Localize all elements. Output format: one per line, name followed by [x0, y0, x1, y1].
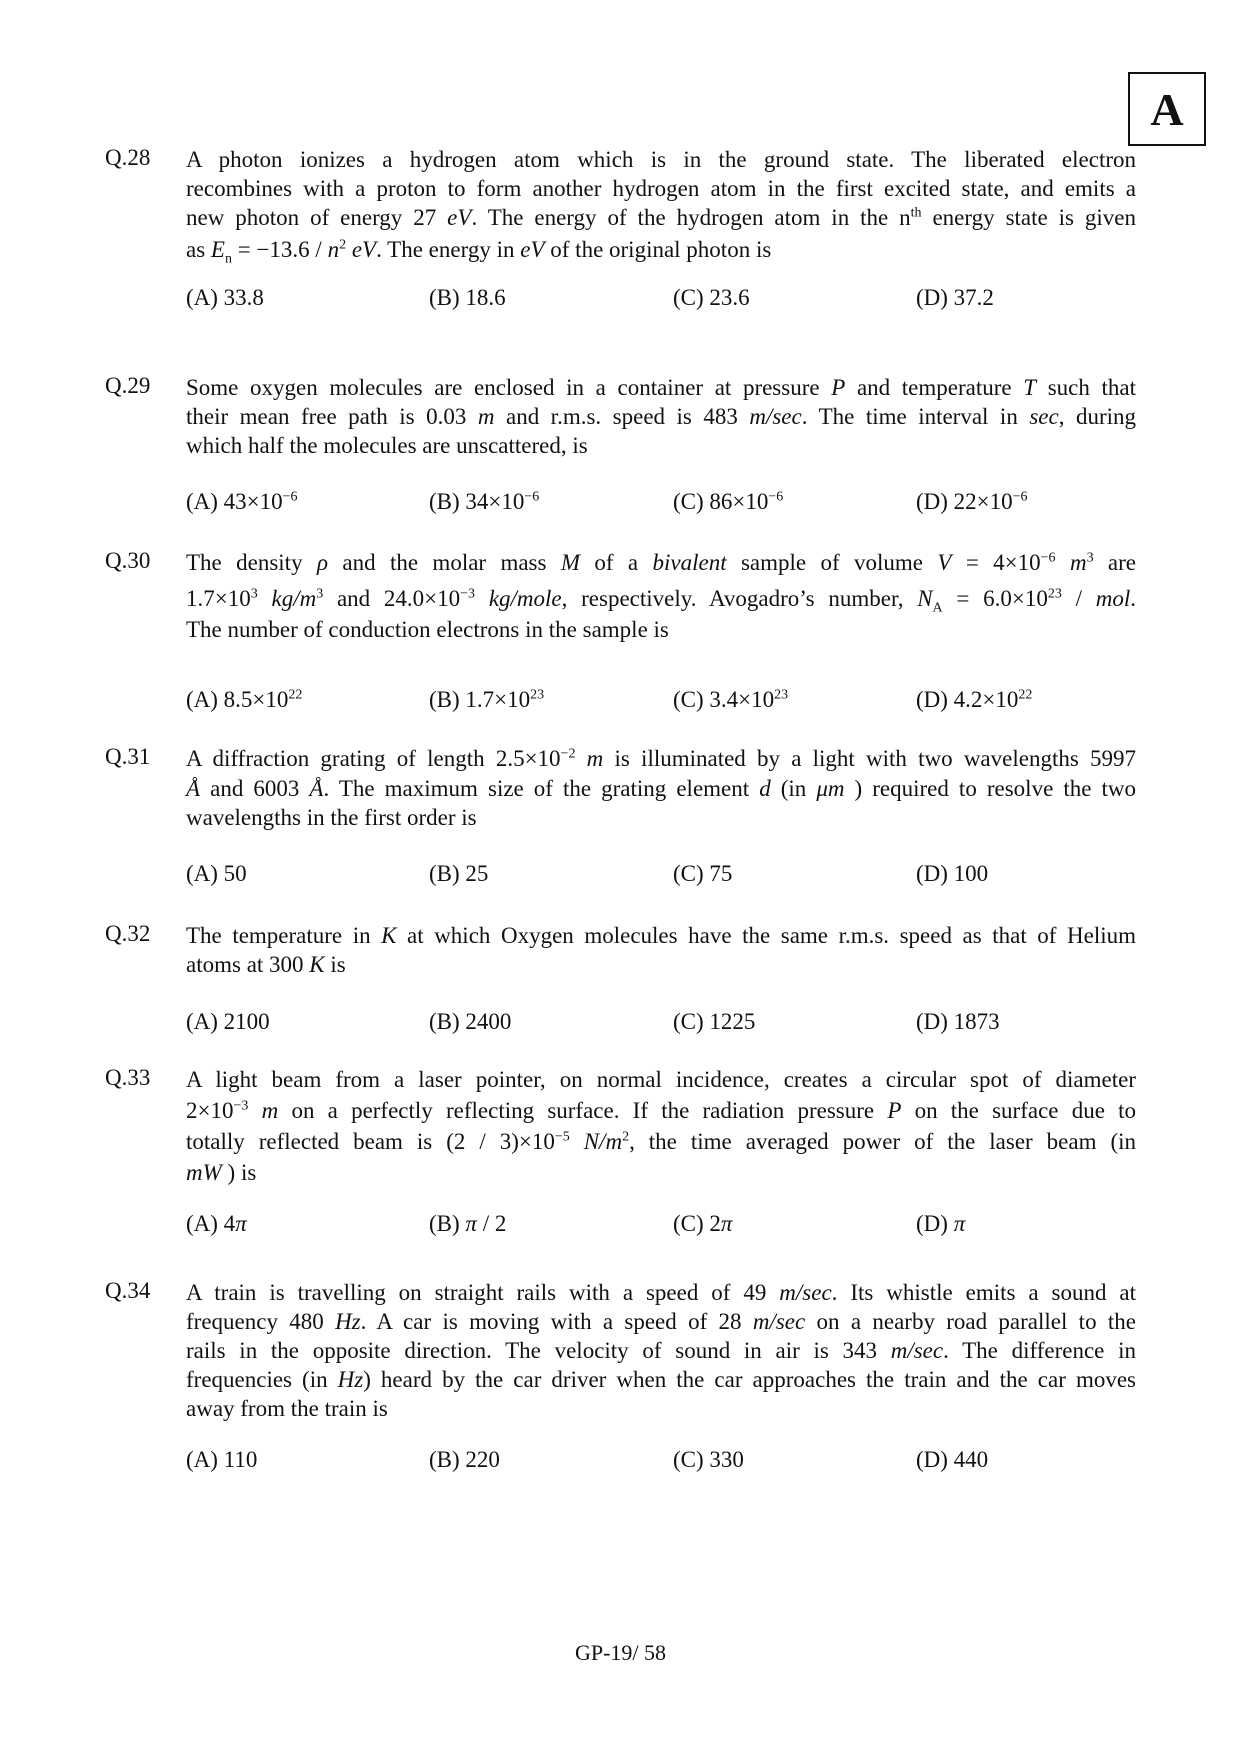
question-text-line: The number of conduction electrons in the sample is [186, 617, 669, 642]
answer-options [186, 687, 1136, 717]
answer-options [186, 1447, 1136, 1477]
superscript: 2 [622, 1129, 630, 1145]
question-text-line: The temperature in K at which Oxygen molecules have the same r.m.s. speed as that of Helium [186, 923, 1136, 948]
italic-symbol: m/sec [890, 1338, 944, 1363]
italic-symbol: T [1023, 375, 1037, 400]
italic-symbol: mW [186, 1160, 222, 1185]
answer-options [186, 861, 1136, 891]
italic-symbol: m [261, 1098, 279, 1123]
italic-symbol: π [720, 1211, 733, 1236]
superscript: −6 [1040, 550, 1056, 566]
question-set-label: A [1128, 72, 1206, 146]
question-text-line: away from the train is [186, 1396, 388, 1421]
answer-option-a: (A) $43\times 10^{-6}$ [186, 489, 298, 514]
answer-option-d: (D) 100 [916, 861, 989, 886]
superscript: 3 [316, 586, 324, 602]
superscript: −6 [524, 489, 540, 505]
answer-option-b: (B) $1.7\times 10^{23}$ [429, 687, 545, 712]
italic-symbol: E [210, 237, 225, 262]
answer-option-a: (A) 110 [186, 1447, 258, 1472]
question-text-line: Some oxygen molecules are enclosed in a container at pressure P and temperature T such that [186, 375, 1136, 400]
answer-option-d: (D) 440 [916, 1447, 989, 1472]
italic-symbol: K [309, 952, 325, 977]
question-text-line: recombines with a proton to form another hydrogen atom in the first excited state, and emits a [186, 176, 1136, 201]
answer-option-c: (C) 23.6 [673, 285, 750, 310]
italic-symbol: Hz [335, 1309, 361, 1334]
answer-option-d: (D) $22\times 10^{-6}$ [916, 489, 1028, 514]
answer-option-c: (C) 1225 [673, 1009, 756, 1034]
italic-symbol: m/sec [779, 1280, 832, 1305]
italic-symbol: M [560, 550, 580, 575]
answer-option-c: (C) $86\times 10^{-6}$ [673, 489, 784, 514]
answer-option-a: (A) 50 [186, 861, 247, 886]
italic-symbol: m [477, 404, 495, 429]
superscript: 3 [1086, 550, 1094, 566]
answer-options [186, 285, 1136, 315]
answer-option-a: (A) 2100 [186, 1009, 270, 1034]
superscript: 22 [1018, 687, 1033, 703]
subscript: n [224, 251, 232, 267]
italic-symbol: V [937, 550, 952, 575]
italic-symbol: K [381, 923, 397, 948]
superscript: 23 [530, 687, 545, 703]
answer-option-b: (B) $34\times 10^{-6}$ [429, 489, 540, 514]
italic-symbol: π [953, 1211, 966, 1236]
question-number: Q.32 [105, 921, 151, 946]
question-text-line: frequency 480 Hz. A car is moving with a speed of 28 m/sec on a nearby road parallel to the [186, 1309, 1136, 1334]
italic-symbol: m/sec [749, 404, 802, 429]
question-number: Q.30 [105, 548, 151, 573]
question-text-line: totally reflected beam is $(2 / 3)\times 10^{-5}$ $N/m^2$, the time averaged power of the laser beam (in [186, 1129, 1137, 1154]
italic-symbol: π [235, 1211, 247, 1236]
italic-symbol: m/sec [752, 1309, 806, 1334]
question-number: Q.28 [105, 145, 151, 170]
italic-symbol: π [465, 1211, 477, 1236]
answer-option-b: (B) 18.6 [429, 285, 506, 310]
superscript: −3 [233, 1098, 249, 1114]
italic-symbol: eV [447, 205, 472, 230]
answer-options [186, 1009, 1136, 1039]
question-number: Q.29 [105, 373, 151, 398]
superscript: −5 [554, 1129, 570, 1145]
question-text-line: which half the molecules are unscattered, is [186, 433, 588, 458]
italic-symbol: Hz [337, 1367, 364, 1392]
question-text-line: wavelengths in the first order is [186, 805, 477, 830]
answer-option-c: (C) 2π [673, 1211, 733, 1236]
italic-symbol: sec [1029, 404, 1059, 429]
answer-option-b: (B) 220 [429, 1447, 500, 1472]
superscript: 23 [1047, 586, 1062, 602]
question-text-line: rails in the opposite direction. The velocity of sound in air is 343 m/sec. The difference in [186, 1338, 1136, 1363]
question-text-line: A light beam from a laser pointer, on normal incidence, creates a circular spot of diameter [186, 1067, 1136, 1092]
superscript: 23 [774, 687, 789, 703]
italic-symbol: bivalent [652, 550, 727, 575]
superscript: −6 [282, 489, 298, 505]
question-text-line: $2\times 10^{-3}$ m on a perfectly reflecting surface. If the radiation pressure P on the surface due to [186, 1098, 1137, 1123]
subscript: A [932, 600, 943, 616]
question-text-line: $1.7\times 10^3$ $kg/m^3$ and $24.0\times 10^{-3}$ kg/mole, respectively. Avogadro’s number, $N_A = 6.0\times 10^{23}$ / mol. [186, 586, 1137, 616]
answer-option-d: (D) $4.2\times 10^{22}$ [916, 687, 1033, 712]
question-text-line: frequencies (in Hz) heard by the car driver when the car approaches the train and the car moves [186, 1367, 1136, 1392]
italic-symbol: ρ [316, 550, 328, 575]
answer-option-d: (D) 1873 [916, 1009, 1000, 1034]
italic-symbol: m [1069, 550, 1087, 575]
superscript: 22 [288, 687, 303, 703]
italic-symbol: m [586, 746, 604, 771]
answer-option-d: (D) 37.2 [916, 285, 994, 310]
question-text-line: The density ρ and the molar mass M of a bivalent sample of volume $V = 4\times 10^{-6}$ $m^3$ are [186, 550, 1137, 575]
italic-symbol: kg/mole [488, 586, 562, 611]
question-number: Q.31 [105, 744, 151, 769]
answer-options [186, 489, 1136, 519]
question-text-line: their mean free path is 0.03 m and r.m.s. speed is 483 m/sec. The time interval in sec, during [186, 404, 1136, 429]
question-text-line: A photon ionizes a hydrogen atom which is in the ground state. The liberated electron [186, 147, 1136, 172]
italic-symbol: Å [309, 776, 324, 801]
answer-option-a: (A) $8.5\times 10^{22}$ [186, 687, 303, 712]
superscript: 2 [339, 237, 347, 253]
answer-option-b: (B) π / 2 [429, 1211, 507, 1236]
italic-symbol: Å [186, 776, 201, 801]
question-number: Q.33 [105, 1065, 151, 1090]
italic-symbol: N/m [583, 1129, 623, 1154]
page-footer: GP-19/ 58 [574, 1640, 667, 1665]
answer-option-c: (C) 75 [673, 861, 733, 886]
italic-symbol: μm [816, 776, 845, 801]
answer-option-d: (D) π [916, 1211, 966, 1236]
superscript: th [910, 205, 922, 221]
question-text-line: as $E_n = -13.6 / n^2$ eV. The energy in eV of the original photon is [186, 237, 772, 267]
question-text-line: A diffraction grating of length $2.5\times 10^{-2}$ m is illuminated by a light with two wavelengths 5997 [186, 746, 1136, 771]
question-text-line: Å and 6003 Å. The maximum size of the grating element d (in μm ) required to resolve the two [186, 776, 1136, 801]
italic-symbol: d [759, 776, 771, 801]
superscript: 3 [250, 586, 258, 602]
answer-option-a: (A) 33.8 [186, 285, 264, 310]
italic-symbol: eV [351, 237, 377, 262]
answer-option-b: (B) 2400 [429, 1009, 512, 1034]
question-text-line: A train is travelling on straight rails with a speed of 49 m/sec. Its whistle emits a sound at [186, 1280, 1137, 1305]
italic-symbol: eV [520, 237, 545, 262]
superscript: −6 [768, 489, 784, 505]
italic-symbol: N [917, 586, 933, 611]
answer-option-c: (C) $3.4\times 10^{23}$ [673, 687, 789, 712]
superscript: −3 [460, 586, 476, 602]
italic-symbol: n [327, 237, 340, 262]
italic-symbol: mol [1095, 586, 1131, 611]
question-text-line: mW ) is [186, 1160, 257, 1185]
answer-option-b: (B) 25 [429, 861, 489, 886]
question-text-line: new photon of energy 27 eV. The energy of the hydrogen atom in the $n^{th}$ energy state is given [186, 205, 1137, 230]
answer-option-a: (A) 4π [186, 1211, 247, 1236]
answer-option-c: (C) 330 [673, 1447, 744, 1472]
question-number: Q.34 [105, 1278, 151, 1303]
superscript: −6 [1012, 489, 1028, 505]
question-text-line: atoms at 300 K is [186, 952, 346, 977]
italic-symbol: P [887, 1098, 902, 1123]
italic-symbol: kg/m [271, 586, 317, 611]
italic-symbol: P [831, 375, 846, 400]
answer-options [186, 1211, 1136, 1241]
superscript: −2 [560, 746, 576, 762]
